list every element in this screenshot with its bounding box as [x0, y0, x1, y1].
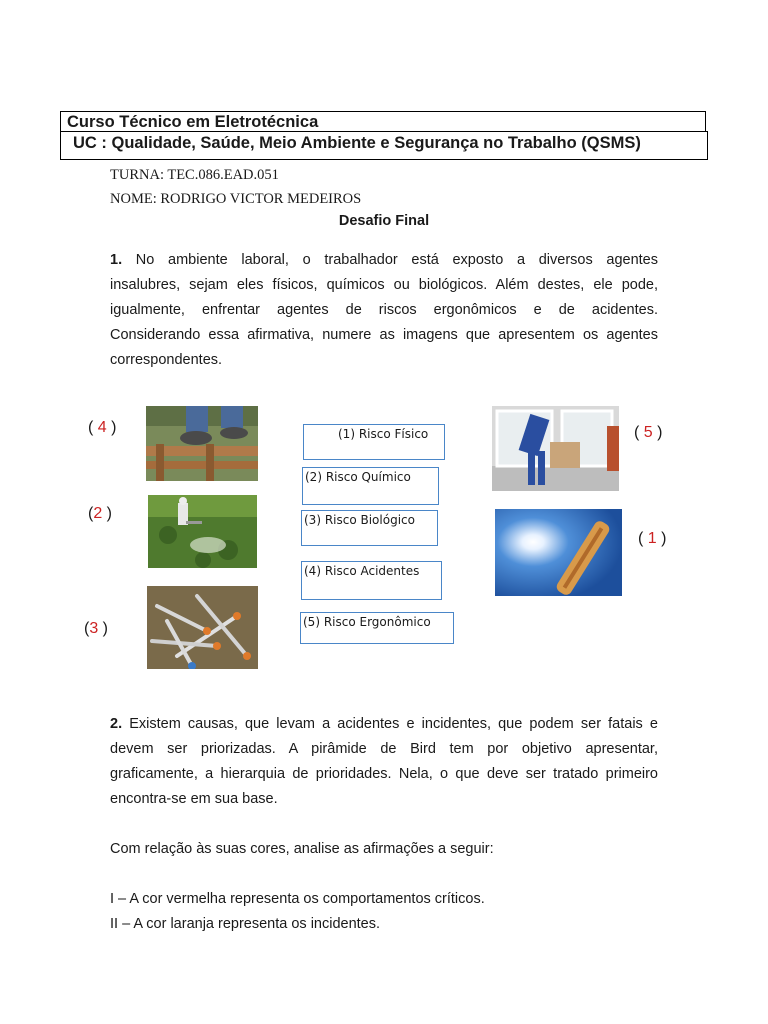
photo-used-syringes	[147, 586, 258, 669]
photo-pesticide-spraying	[148, 495, 257, 568]
question-2-line: graficamente, a hierarquia de prioridades. Nela, o que deve ser tratado primeiro	[110, 766, 658, 782]
statement-i: I – A cor vermelha representa os comportamentos críticos.	[110, 891, 485, 907]
uc-title: UC : Qualidade, Saúde, Meio Ambiente e Segurança no Trabalho (QSMS)	[60, 131, 708, 160]
answer-syringes: (3 )	[84, 620, 109, 637]
question-2-line: devem ser priorizadas. A pirâmide de Bird tem por objetivo apresentar,	[110, 741, 658, 757]
answer-lifting-box: ( 5 )	[634, 424, 663, 441]
answer-sun: ( 1 )	[638, 530, 667, 547]
question-1-line: insalubres, sejam eles físicos, químicos ou biológicos. Além destes, ele pode,	[110, 277, 658, 293]
question-1	[110, 248, 658, 373]
page-title: Desafio Final	[338, 213, 430, 229]
photo-trip-hazard	[146, 406, 258, 481]
answer-pesticide: (2 )	[88, 505, 113, 522]
question-1-line: correspondentes.	[110, 352, 223, 368]
question-2-line: encontra-se em sua base.	[110, 791, 278, 807]
statement-ii: II – A cor laranja representa os incidentes.	[110, 916, 381, 932]
photo-sun-thermometer	[495, 509, 622, 596]
question-1-line: igualmente, enfrentar agentes de riscos ergonômicos e de acidentes.	[110, 302, 658, 318]
turma-line: TURNA: TEC.086.EAD.051	[110, 167, 279, 183]
photo-lifting-box	[492, 406, 619, 491]
nome-line: NOME: RODRIGO VICTOR MEDEIROS	[110, 191, 362, 207]
question-1-number: 1.	[110, 252, 123, 268]
course-title: Curso Técnico em Eletrotécnica	[60, 111, 706, 131]
option-risco-acidentes: (4) Risco Acidentes	[301, 561, 442, 600]
colors-intro: Com relação às suas cores, analise as afirmações a seguir:	[110, 841, 494, 857]
question-2-number: 2.	[110, 716, 123, 732]
question-2	[110, 712, 658, 812]
option-risco-fisico: (1) Risco Físico	[303, 424, 445, 460]
question-1-line: No ambiente laboral, o trabalhador está exposto a diversos agentes	[135, 252, 659, 268]
question-1-line: Considerando essa afirmativa, numere as imagens que apresentem os agentes	[110, 327, 658, 343]
option-risco-quimico: (2) Risco Químico	[302, 467, 439, 505]
option-risco-biologico: (3) Risco Biológico	[301, 510, 438, 546]
option-risco-ergonomico: (5) Risco Ergonômico	[300, 612, 454, 644]
question-2-line: Existem causas, que levam a acidentes e incidentes, que podem ser fatais e	[129, 716, 658, 732]
answer-trip-hazard: ( 4 )	[88, 419, 117, 436]
